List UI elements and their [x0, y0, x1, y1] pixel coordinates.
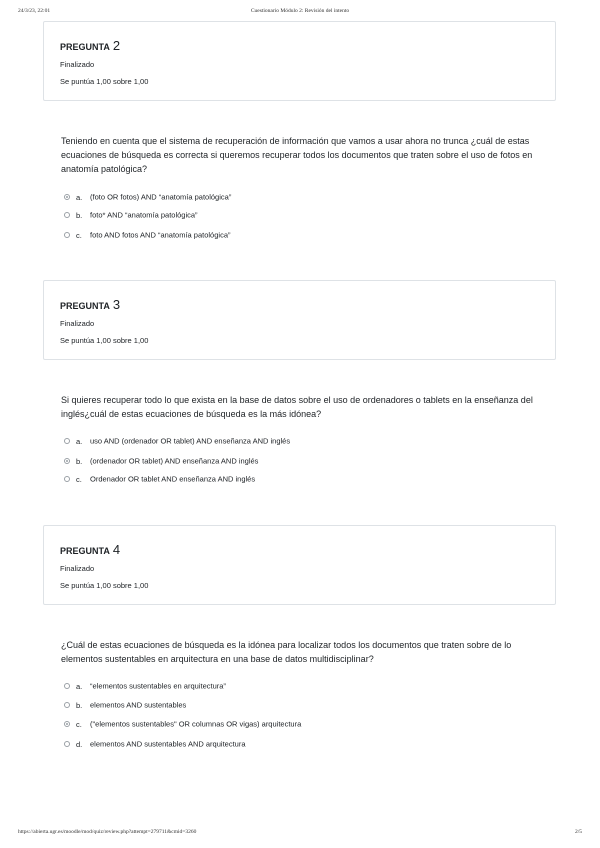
question-grade-3: Se puntúa 1,00 sobre 1,00	[60, 336, 149, 345]
answer-option-3c[interactable]: c. Ordenador OR tablet AND enseñanza AND inglés	[64, 474, 255, 486]
question-info-3	[43, 280, 556, 360]
question-text-4: ¿Cuál de estas ecuaciones de búsqueda es la idónea para localizar todos los documentos que traten sobre de lo elementos sustentables en arquitectura en una base de datos multidisciplinar?	[61, 640, 512, 664]
answer-option-4b[interactable]: b. elementos AND sustentables	[64, 700, 186, 712]
question-grade-4: Se puntúa 1,00 sobre 1,00	[60, 581, 149, 590]
print-page-number: 2/5	[574, 829, 582, 835]
question-number-3: PREGUNTA 3	[60, 297, 121, 312]
print-title: Cuestionario Módulo 2: Revisión del intento	[250, 8, 350, 14]
radio-icon[interactable]	[64, 232, 70, 238]
question-info-4	[43, 525, 556, 605]
print-footer	[0, 829, 600, 843]
radio-icon[interactable]	[64, 702, 70, 708]
answer-option-2b[interactable]: b. foto* AND “anatomía patológica”	[64, 210, 198, 222]
question-grade-2: Se puntúa 1,00 sobre 1,00	[60, 77, 149, 86]
radio-selected-icon[interactable]	[64, 458, 70, 464]
question-info-2	[43, 21, 556, 101]
radio-icon[interactable]	[64, 212, 70, 218]
question-state-2: Finalizado	[60, 60, 95, 69]
radio-selected-icon[interactable]	[64, 194, 70, 200]
radio-icon[interactable]	[64, 438, 70, 444]
radio-icon[interactable]	[64, 476, 70, 482]
radio-icon[interactable]	[64, 683, 70, 689]
answer-option-3a[interactable]: a. uso AND (ordenador OR tablet) AND enseñanza AND inglés	[64, 436, 290, 448]
question-state-4: Finalizado	[60, 564, 95, 573]
question-number-2: PREGUNTA 2	[60, 38, 121, 53]
question-number-4: PREGUNTA 4	[60, 542, 121, 557]
answer-option-3b[interactable]: b. (ordenador OR tablet) AND enseñanza AND inglés	[64, 456, 258, 468]
answer-option-2a[interactable]: a. (foto OR fotos) AND “anatomía patológica”	[64, 192, 231, 204]
print-header	[0, 8, 600, 22]
answer-option-4d[interactable]: d. elementos AND sustentables AND arquitectura	[64, 739, 246, 751]
radio-icon[interactable]	[64, 741, 70, 747]
question-text-2: Teniendo en cuenta que el sistema de recuperación de información que vamos a usar ahora no trunca ¿cuál de estas ecuaciones de búsqueda es correcta si queremos recuperar todos los documentos que traten sobre el uso de fotos en anatomía patológica?	[61, 136, 533, 174]
print-datetime: 24/3/23, 22:01	[18, 8, 51, 14]
question-text-3: Si quieres recuperar todo lo que exista en la base de datos sobre el uso de ordenadores o tablets en la enseñanza del inglés¿cuál de estas ecuaciones de búsqueda es la más idónea?	[61, 395, 533, 419]
radio-selected-icon[interactable]	[64, 721, 70, 727]
answer-option-4c[interactable]: c. ("elementos sustentables" OR columnas OR vigas) arquitectura	[64, 719, 301, 731]
answer-option-2c[interactable]: c. foto AND fotos AND “anatomía patológica”	[64, 230, 231, 242]
print-url: https://abierta.ugr.es/moodle/mod/quiz/review.php?attempt=279711&cmid=3260	[18, 829, 197, 835]
answer-option-4a[interactable]: a. “elementos sustentables en arquitectura”	[64, 681, 226, 693]
question-state-3: Finalizado	[60, 319, 95, 328]
